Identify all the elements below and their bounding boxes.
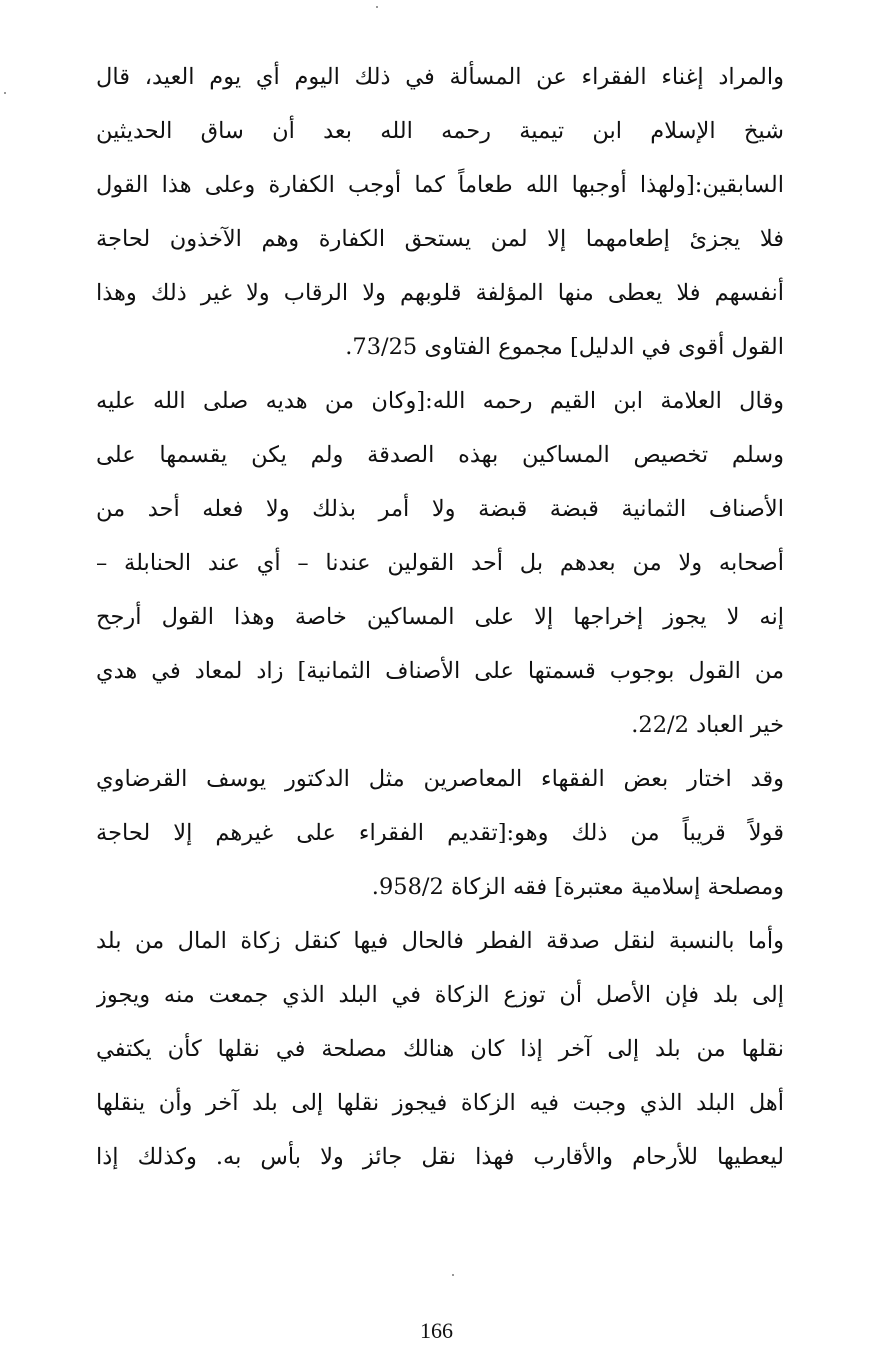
text-line: ومصلحة إسلامية معتبرة] فقه الزكاة 958/2. bbox=[371, 874, 784, 900]
page-number: 166 bbox=[420, 1318, 453, 1343]
text-line: أصحابه ولا من بعدهم بل أحد القولين عندنا – أي عند الحنابلة – bbox=[96, 550, 784, 576]
body-text bbox=[96, 50, 784, 1184]
text-line: خير العباد 22/2. bbox=[631, 712, 784, 738]
text-line: من القول بوجوب قسمتها على الأصناف الثمانية] زاد لمعاد في هدي bbox=[96, 658, 784, 684]
text-line: إنه لا يجوز إخراجها إلا على المساكين خاصة وهذا القول أرجح bbox=[96, 604, 784, 630]
text-line: قولاً قريباً من ذلك وهو:[تقديم الفقراء على غيرهم إلا لحاجة bbox=[96, 820, 784, 846]
scan-speck bbox=[452, 1274, 454, 1276]
text-line: وسلم تخصيص المساكين بهذه الصدقة ولم يكن يقسمها على bbox=[96, 442, 784, 468]
text-line: السابقين:[ولهذا أوجبها الله طعاماً كما أوجب الكفارة وعلى هذا القول bbox=[96, 172, 784, 198]
text-line: شيخ الإسلام ابن تيمية رحمه الله بعد أن ساق الحديثين bbox=[96, 118, 784, 144]
scan-speck bbox=[4, 92, 6, 94]
text-line: أهل البلد الذي وجبت فيه الزكاة فيجوز نقلها إلى بلد آخر وأن ينقلها bbox=[96, 1090, 784, 1116]
text-line: نقلها من بلد إلى آخر إذا كان هنالك مصلحة في نقلها كأن يكتفي bbox=[96, 1036, 784, 1062]
text-line: ليعطيها للأرحام والأقارب فهذا نقل جائز ولا بأس به. وكذلك إذا bbox=[96, 1144, 784, 1170]
text-line: وقد اختار بعض الفقهاء المعاصرين مثل الدكتور يوسف القرضاوي bbox=[96, 766, 784, 792]
text-line: وأما بالنسبة لنقل صدقة الفطر فالحال فيها كنقل زكاة المال من بلد bbox=[96, 928, 784, 954]
text-line: وقال العلامة ابن القيم رحمه الله:[وكان من هديه صلى الله عليه bbox=[96, 388, 784, 414]
text-line: فلا يجزئ إطعامهما إلا لمن يستحق الكفارة وهم الآخذون لحاجة bbox=[96, 226, 784, 252]
text-line: أنفسهم فلا يعطى منها المؤلفة قلوبهم ولا الرقاب ولا غير ذلك وهذا bbox=[96, 280, 784, 306]
text-line: الأصناف الثمانية قبضة قبضة ولا أمر بذلك ولا فعله أحد من bbox=[96, 496, 784, 522]
text-line: إلى بلد فإن الأصل أن توزع الزكاة في البلد الذي جمعت منه ويجوز bbox=[96, 982, 784, 1008]
text-line: القول أقوى في الدليل] مجموع الفتاوى 73/25. bbox=[345, 334, 784, 360]
scan-speck bbox=[376, 6, 378, 8]
text-line: والمراد إغناء الفقراء عن المسألة في ذلك اليوم أي يوم العيد، قال bbox=[96, 64, 784, 90]
